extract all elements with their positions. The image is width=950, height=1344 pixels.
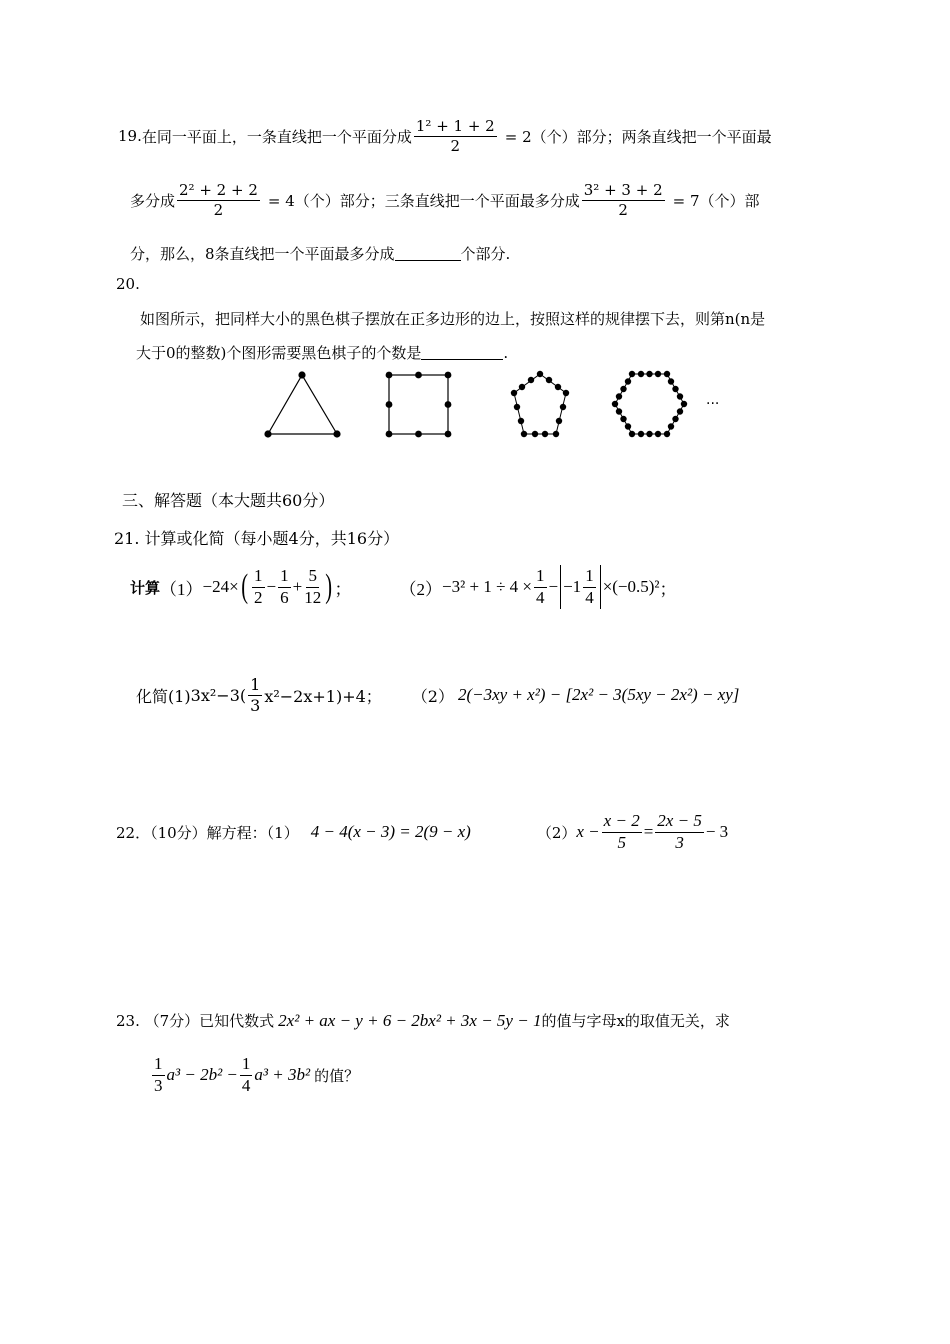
q21-calc-label: 计算 [130,578,161,597]
q23-line2 [150,1048,359,1102]
pentagon-figure [511,371,569,437]
q21-semicolon-1: ； [334,579,352,599]
q21-fraction-b: $\frac{1}{6}$ [280,565,289,607]
q21-simplify-line [136,668,739,722]
q21-fraction-c: $\frac{5}{12}$ [304,565,322,607]
q20-text-3: . [503,343,509,362]
q19-fraction-3: $\frac{\text{3² + 3 + 2}}{2}$ [583,181,663,219]
q21-e2-pre: −3² + 1 ÷ 4 × [442,577,532,596]
q21-e1-op2: + [292,577,303,596]
q21-e2-mid: − [548,577,559,596]
q20-text-2: 大于0的整数)个图形需要黑色棋子的个数是 [136,344,422,362]
q21-e1-close-paren: ) [325,568,333,605]
q21-semicolon-2: ； [659,579,677,599]
q21-simplify-label: 化简(1) [136,686,191,706]
q21-s2-expression: 2(−3xy + x²) − [2x² − 3(5xy − 2x²) − xy] [457,685,740,704]
q23-fraction-b: $\frac{1}{4}$ [241,1053,251,1095]
q22-line [116,806,728,858]
q22-fraction-right: $\frac{2x - 5}{3}$ [657,810,702,852]
q23-expression: 2x² + ax − y + 6 − 2bx² + 3x − 5y − 1 [278,1010,542,1030]
q21-e2-abs-pre: −1 [563,577,582,596]
q19-text-7: 个部分. [460,245,511,263]
q21-abs-bar-right [600,565,601,609]
q23-line1 [116,1010,730,1031]
q22-e2-tail: − 3 [705,822,729,841]
q20-line2 [136,342,508,363]
q21-fraction-a: $\frac{1}{2}$ [254,565,263,607]
q19-fraction-1: $\frac{\text{1² + 1 + 2}}{2}$ [415,117,495,155]
q23-m2: a³ + 3b² [254,1065,311,1084]
triangle-figure [264,371,340,437]
q22-e2-pre: x − [576,822,600,841]
q19-text-3: 多分成 [130,191,176,210]
q23-text-3: 的值？ [314,1066,360,1085]
q21-e1-pre: −24× [202,577,239,596]
q19-fraction-2: $\frac{\text{2² + 2 + 2}}{2}$ [179,181,258,219]
q19-line1 [118,118,772,154]
q21-e1-op1: − [266,577,277,596]
q21-part-2: （2） [399,579,443,599]
q19-text-4: = 4（个）部分；三条直线把一个平面最多分成 [267,191,580,210]
q20-ellipsis: ··· [706,396,720,412]
section-3-title: 三、解答题（本大题共60分） [122,491,335,510]
q22-part-2: （2） [536,823,577,842]
q21-calc-line [130,562,677,612]
q20-number: 20. [116,275,140,293]
q19-text-2: = 2（个）部分；两条直线把一个平面最 [504,127,772,146]
q21-part-1: （1） [160,579,203,599]
q19-number: 19. [118,127,142,145]
q23-m1: a³ − 2b² − [166,1065,238,1084]
q19-text-6: 分，那么，8条直线把一个平面最多分成 [130,245,395,263]
square-figure [386,372,452,438]
hexagon-figure [612,371,687,437]
q19-text-5: = 7（个）部 [672,191,760,210]
q21-s1-a: 3x²−3( [190,685,247,705]
q21-e1-open-paren: ( [240,568,248,605]
q21-title: 21. 计算或化简（每小题4分，共16分） [114,529,400,548]
q23-fraction-a: $\frac{1}{3}$ [154,1053,163,1095]
q21-s1-b: x²−2x+1)+4； [264,686,382,706]
q22-equation-1: 4 − 4(x − 3) = 2(9 − x) [310,822,471,841]
q19-text-1: 在同一平面上，一条直线把一个平面分成 [141,127,412,146]
q21-fraction-f: $\frac{1}{3}$ [250,674,261,715]
q22-equals: = [643,822,654,841]
q19-line2 [130,182,760,218]
q22-title: 22．（10分）解方程：（1） [116,823,299,842]
q23-text-1: 23. （7分）已知代数式 [116,1012,275,1030]
q21-part-4: （2） [411,686,454,706]
q21-e2-tail: ×(−0.5)² [602,577,660,596]
q20-answer-blank[interactable] [421,345,503,360]
q20-text-1: 如图所示，把同样大小的黑色棋子摆放在正多边形的边上，按照这样的规律摆下去，则第n(n是 [140,310,766,328]
q19-answer-blank[interactable] [395,246,461,261]
q21-fraction-d: $\frac{1}{4}$ [536,565,545,607]
q20-figure [250,362,730,448]
q21-abs-bar-left [560,565,561,609]
q21-fraction-e: $\frac{1}{4}$ [585,565,594,607]
q22-fraction-left: $\frac{x - 2}{5}$ [603,810,640,852]
q23-text-2: 的值与字母x的取值无关，求 [541,1012,730,1030]
q19-line3 [130,243,510,264]
